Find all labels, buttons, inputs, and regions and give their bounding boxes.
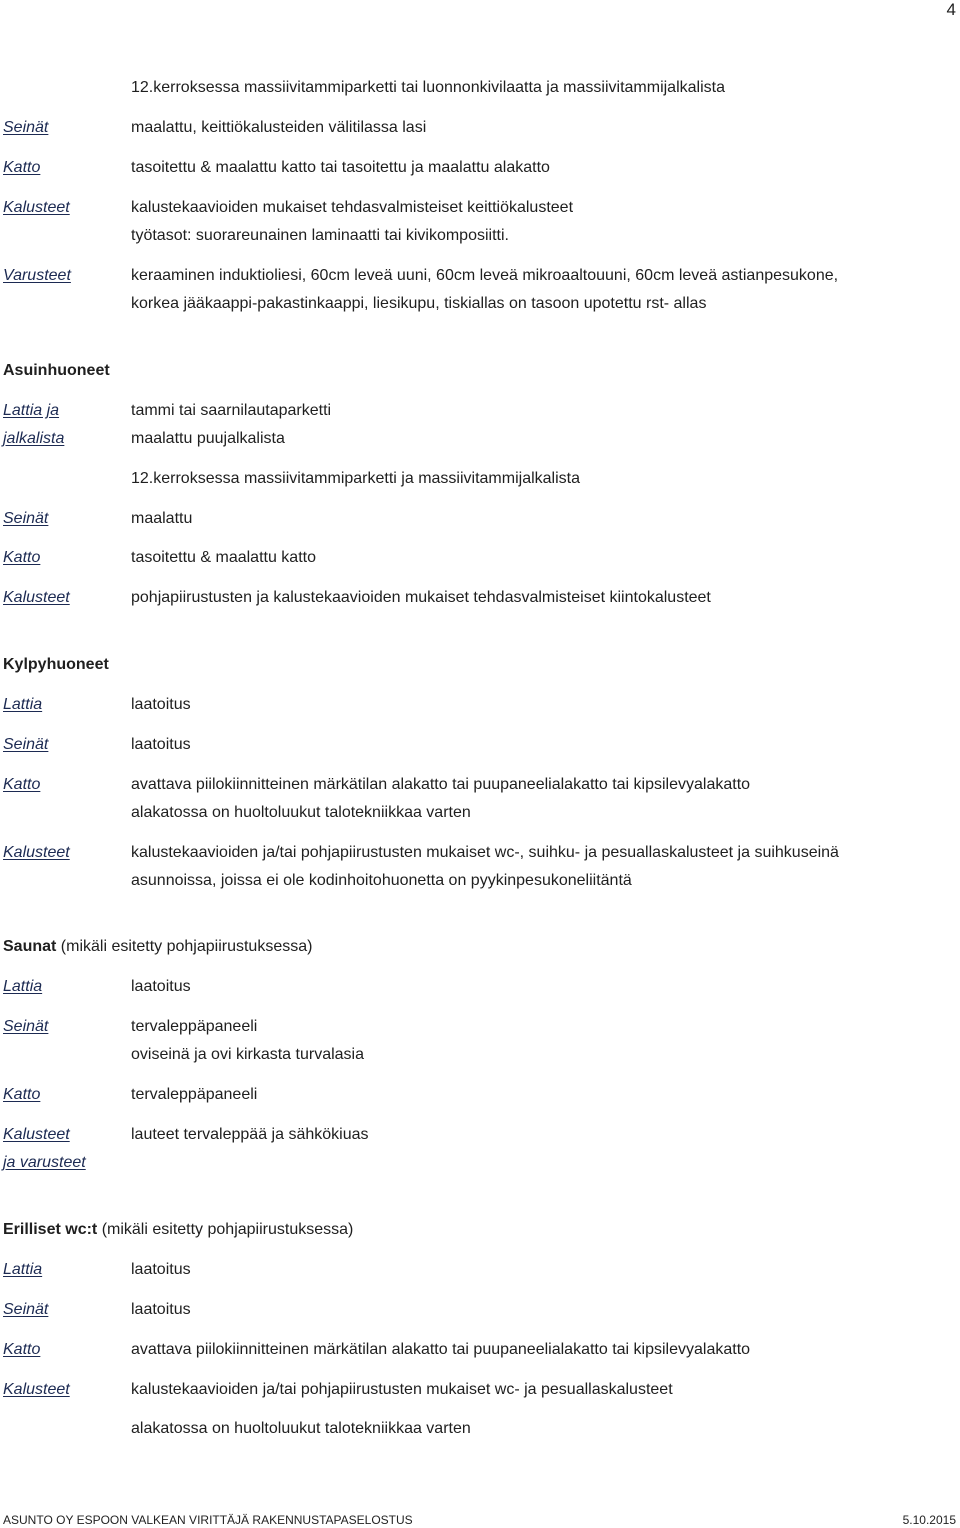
- heading-text: Erilliset wc:t: [3, 1221, 98, 1238]
- kitchen-intro: 12.kerroksessa massiivitammiparketti tai luonnonkivilaatta ja massiivitammijalkalista: [131, 79, 725, 96]
- section-heading-erilliset-wc: [3, 1220, 353, 1240]
- spec-label: Lattia: [3, 978, 43, 995]
- spec-label: Lattia: [3, 1261, 43, 1278]
- spec-label: Kalusteet: [3, 844, 70, 861]
- spec-value: laatoitus: [131, 978, 191, 995]
- section-heading-kylpyhuoneet: Kylpyhuoneet: [3, 656, 109, 673]
- spec-label: Kalusteet: [3, 199, 70, 216]
- spec-value: tervaleppäpaneeli: [131, 1018, 258, 1035]
- spec-label: jalkalista: [3, 430, 65, 447]
- spec-value: maalattu, keittiökalusteiden välitilassa lasi: [131, 119, 427, 136]
- spec-label: Lattia: [3, 696, 43, 713]
- spec-value: tasoitettu & maalattu katto tai tasoitettu ja maalattu alakatto: [131, 159, 550, 176]
- spec-value: 12.kerroksessa massiivitammiparketti ja massiivitammijalkalista: [131, 470, 580, 487]
- footer-date: 5.10.2015: [902, 1513, 956, 1527]
- spec-value: kalustekaavioiden ja/tai pohjapiirustusten mukaiset wc- ja pesuallaskalusteet: [131, 1381, 673, 1398]
- spec-label: Kalusteet: [3, 1126, 70, 1143]
- spec-value: asunnoissa, joissa ei ole kodinhoitohuonetta on pyykinpesukoneliitäntä: [131, 872, 632, 889]
- spec-value: pohjapiirustusten ja kalustekaavioiden mukaiset tehdasvalmisteiset kiintokalusteet: [131, 589, 711, 606]
- heading-note: (mikäli esitetty pohjapiirustuksessa): [97, 1221, 354, 1238]
- spec-label: Seinät: [3, 1301, 49, 1318]
- spec-value: alakatossa on huoltoluukut talotekniikkaa varten: [131, 804, 471, 821]
- spec-label: Seinät: [3, 1018, 49, 1035]
- spec-label: Varusteet: [3, 267, 71, 284]
- spec-value: laatoitus: [131, 1301, 191, 1318]
- spec-label: Seinät: [3, 736, 49, 753]
- spec-label: Seinät: [3, 119, 49, 136]
- spec-label: Katto: [3, 776, 41, 793]
- spec-label: Kalusteet: [3, 1381, 70, 1398]
- spec-label: Kalusteet: [3, 589, 70, 606]
- spec-label: Katto: [3, 159, 41, 176]
- spec-value: oviseinä ja ovi kirkasta turvalasia: [131, 1046, 364, 1063]
- spec-value: keraaminen induktioliesi, 60cm leveä uuni, 60cm leveä mikroaaltouuni, 60cm leveä astianpesukone,: [131, 267, 839, 284]
- spec-label: Katto: [3, 1086, 41, 1103]
- spec-value: maalattu puujalkalista: [131, 430, 285, 447]
- spec-value: kalustekaavioiden ja/tai pohjapiirustusten mukaiset wc-, suihku- ja pesuallaskalusteet ja suihkuseinä: [131, 844, 839, 861]
- spec-label: Katto: [3, 1341, 41, 1358]
- spec-value: tervaleppäpaneeli: [131, 1086, 258, 1103]
- heading-text: Saunat: [3, 938, 57, 955]
- section-heading-saunat: [3, 937, 312, 957]
- spec-label: Katto: [3, 549, 41, 566]
- spec-value: avattava piilokiinnitteinen märkätilan alakatto tai puupaneelialakatto tai kipsilevyalakatto: [131, 776, 751, 793]
- spec-value: työtasot: suorareunainen laminaatti tai kivikomposiitti.: [131, 227, 509, 244]
- spec-value: korkea jääkaappi-pakastinkaappi, liesikupu, tiskiallas on tasoon upotettu rst- allas: [131, 295, 707, 312]
- spec-label: Seinät: [3, 510, 49, 527]
- spec-label: ja varusteet: [3, 1154, 86, 1171]
- spec-value: avattava piilokiinnitteinen märkätilan alakatto tai puupaneelialakatto tai kipsilevyalakatto: [131, 1341, 751, 1358]
- spec-value: lauteet tervaleppää ja sähkökiuas: [131, 1126, 369, 1143]
- page-number: 4: [946, 0, 956, 19]
- heading-note: (mikäli esitetty pohjapiirustuksessa): [56, 938, 313, 955]
- spec-value: tammi tai saarnilautaparketti: [131, 402, 332, 419]
- spec-value: alakatossa on huoltoluukut talotekniikkaa varten: [131, 1420, 471, 1437]
- spec-value: tasoitettu & maalattu katto: [131, 549, 316, 566]
- spec-value: laatoitus: [131, 1261, 191, 1278]
- spec-value: maalattu: [131, 510, 193, 527]
- spec-label: Lattia ja: [3, 402, 60, 419]
- section-heading-asuinhuoneet: Asuinhuoneet: [3, 362, 110, 379]
- spec-value: laatoitus: [131, 736, 191, 753]
- spec-value: kalustekaavioiden mukaiset tehdasvalmisteiset keittiökalusteet: [131, 199, 574, 216]
- spec-value: laatoitus: [131, 696, 191, 713]
- footer-title: ASUNTO OY ESPOON VALKEAN VIRITTÄJÄ RAKENNUSTAPASELOSTUS: [3, 1513, 413, 1527]
